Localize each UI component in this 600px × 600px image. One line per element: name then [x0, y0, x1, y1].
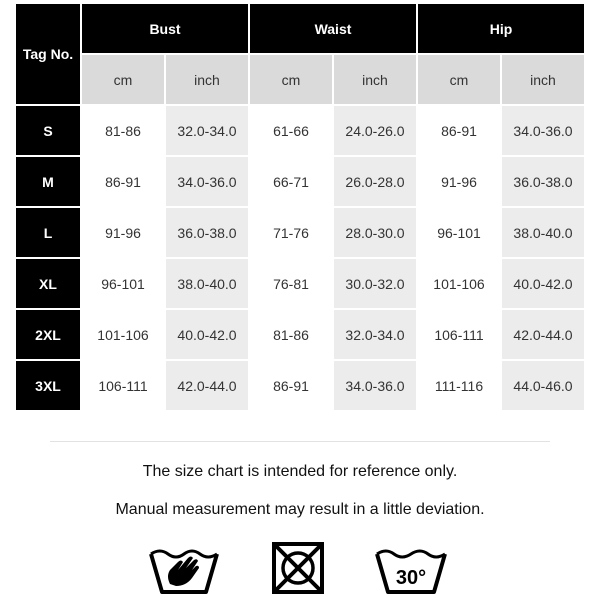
size-chart-table [14, 2, 586, 412]
size-tag: XL [16, 259, 80, 308]
table-cell: 91-96 [82, 208, 164, 257]
size-tag: S [16, 106, 80, 155]
table-cell: 71-76 [250, 208, 332, 257]
table-cell: 32.0-34.0 [166, 106, 248, 155]
table-row [16, 106, 584, 155]
table-cell: 44.0-46.0 [502, 361, 584, 410]
table-cell: 86-91 [418, 106, 500, 155]
tag-no-header: Tag No. [16, 4, 80, 104]
table-cell: 30.0-32.0 [334, 259, 416, 308]
size-tag: L [16, 208, 80, 257]
table-cell: 40.0-42.0 [502, 259, 584, 308]
table-cell: 96-101 [418, 208, 500, 257]
table-cell: 81-86 [250, 310, 332, 359]
hand-wash-icon [148, 540, 220, 598]
table-cell: 36.0-38.0 [502, 157, 584, 206]
table-cell: 40.0-42.0 [166, 310, 248, 359]
table-cell: 36.0-38.0 [166, 208, 248, 257]
unit-header: cm [82, 55, 164, 104]
table-cell: 34.0-36.0 [334, 361, 416, 410]
reference-note: The size chart is intended for reference only. [142, 463, 458, 480]
size-tag: 2XL [16, 310, 80, 359]
table-cell: 101-106 [82, 310, 164, 359]
divider [50, 441, 550, 442]
table-row [16, 157, 584, 206]
size-tag: M [16, 157, 80, 206]
table-cell: 32.0-34.0 [334, 310, 416, 359]
table-cell: 81-86 [82, 106, 164, 155]
table-cell: 96-101 [82, 259, 164, 308]
table-row [16, 208, 584, 257]
table-cell: 24.0-26.0 [334, 106, 416, 155]
table-cell: 42.0-44.0 [166, 361, 248, 410]
table-row [16, 361, 584, 410]
table-cell: 101-106 [418, 259, 500, 308]
unit-header: cm [418, 55, 500, 104]
machine-wash-30-icon [374, 540, 448, 598]
do-not-tumble-dry-icon [270, 540, 326, 598]
wash-temperature-label: 30° [395, 567, 427, 589]
table-cell: 38.0-40.0 [166, 259, 248, 308]
table-cell: 111-116 [418, 361, 500, 410]
unit-header: inch [502, 55, 584, 104]
table-cell: 61-66 [250, 106, 332, 155]
deviation-note: Manual measurement may result in a little deviation. [115, 501, 485, 518]
table-row [16, 259, 584, 308]
table-cell: 26.0-28.0 [334, 157, 416, 206]
unit-header: inch [166, 55, 248, 104]
unit-header: inch [334, 55, 416, 104]
table-cell: 76-81 [250, 259, 332, 308]
bust-header: Bust [82, 4, 248, 53]
size-tag: 3XL [16, 361, 80, 410]
table-cell: 34.0-36.0 [166, 157, 248, 206]
table-cell: 86-91 [82, 157, 164, 206]
table-cell: 28.0-30.0 [334, 208, 416, 257]
table-cell: 42.0-44.0 [502, 310, 584, 359]
table-cell: 106-111 [82, 361, 164, 410]
table-cell: 106-111 [418, 310, 500, 359]
unit-header: cm [250, 55, 332, 104]
table-cell: 66-71 [250, 157, 332, 206]
table-cell: 38.0-40.0 [502, 208, 584, 257]
table-cell: 91-96 [418, 157, 500, 206]
table-cell: 86-91 [250, 361, 332, 410]
table-cell: 34.0-36.0 [502, 106, 584, 155]
hip-header: Hip [418, 4, 584, 53]
waist-header: Waist [250, 4, 416, 53]
table-row [16, 310, 584, 359]
